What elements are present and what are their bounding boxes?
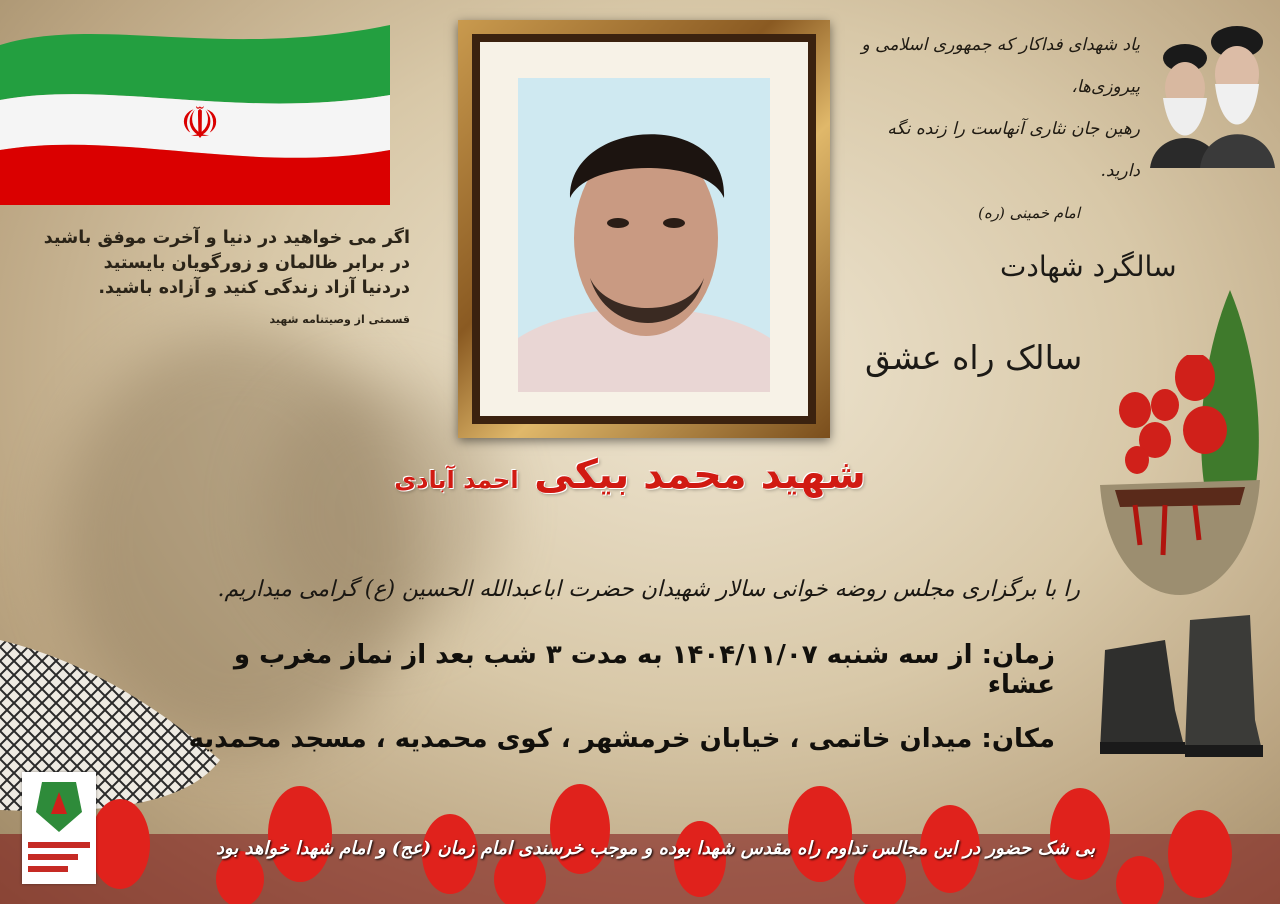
svg-text:☫: ☫: [180, 98, 220, 149]
martyr-surname: احمد آبادی: [394, 466, 519, 494]
leaders-portrait: [1145, 8, 1275, 168]
footer-text: بی شک حضور در این مجالس تداوم راه مقدس شهدا بوده و موجب خرسندی امام زمان (عج) و امام شهدا خواهد بود: [215, 838, 1095, 859]
will-source: قسمتی از وصیتنامه شهید: [269, 313, 410, 326]
helmet-icon: [1095, 355, 1265, 605]
will-line-2: در برابر ظالمان و زورگویان بایستید: [103, 253, 410, 273]
will-line-1: اگر می خواهید در دنیا و آخرت موفق باشید: [43, 228, 410, 248]
invitation-text: را با برگزاری مجلس روضه خوانی سالار شهیدان حضرت اباعبدالله الحسین (ع) گرامی میداریم.: [217, 577, 1080, 602]
organization-logo: [22, 772, 96, 884]
quote-line-1: یاد شهدای فداکار که جمهوری اسلامی و پیروزی‌ها،: [861, 35, 1140, 97]
event-place: مکان: میدان خاتمی ، خیابان خرمشهر ، کوی محمدیه ، مسجد محمدیه: [188, 724, 1055, 754]
quote-line-2: رهین جان نثاری آنهاست را زنده نگه دارید.: [887, 119, 1140, 181]
martyr-portrait: [518, 78, 770, 392]
quote-signature: امام خمینی (ره): [978, 204, 1080, 222]
boots-icon: [1095, 610, 1265, 760]
iran-flag-icon: [0, 0, 390, 205]
path-title: سالک راه عشق: [865, 338, 1083, 377]
anniversary-title: سالگرد شهادت: [1000, 250, 1177, 283]
martyr-name: [260, 452, 1000, 498]
portrait-frame: [458, 20, 830, 438]
will-excerpt: [30, 226, 410, 332]
martyr-first-name: شهید محمد بیکی: [534, 452, 866, 498]
event-time: زمان: از سه شنبه ۱۴۰۴/۱۱/۰۷ به مدت ۳ شب بعد از نماز مغرب و عشاء: [233, 640, 1055, 700]
will-line-3: دردنیا آزاد زندگی کنید و آزاده باشید.: [98, 278, 410, 298]
imam-quote: [850, 24, 1140, 234]
